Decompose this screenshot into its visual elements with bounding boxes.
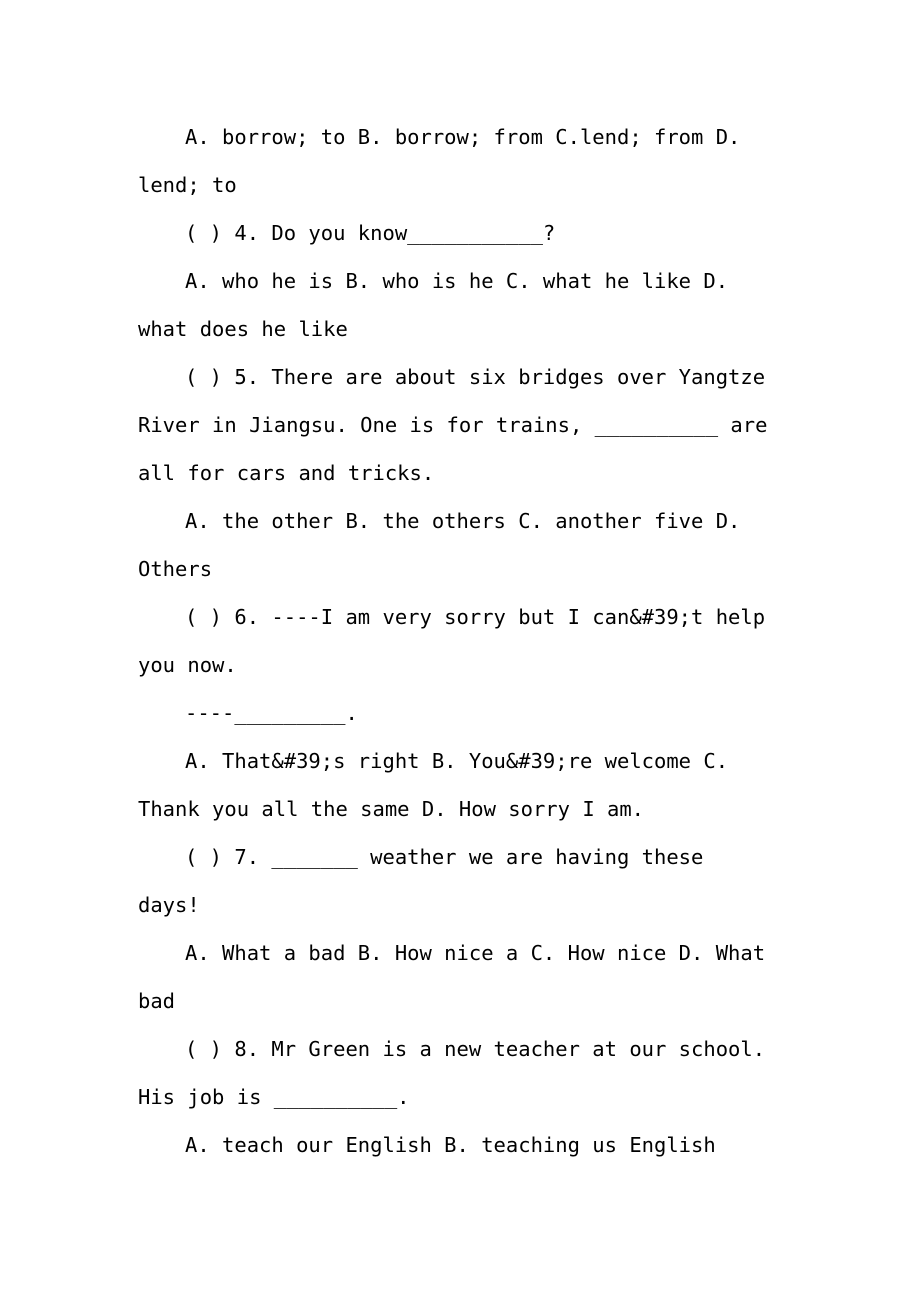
document-line: all for cars and tricks. — [138, 461, 435, 485]
document-line: what does he like — [138, 317, 348, 341]
document-line: ( ) 5. There are about six bridges over Yangtze — [185, 365, 766, 389]
document-line: A. borrow; to B. borrow; from C.lend; from D. — [185, 125, 741, 149]
document-line: lend; to — [138, 173, 237, 197]
document-line: A. teach our English B. teaching us English — [185, 1133, 716, 1157]
document-line: you now. — [138, 653, 237, 677]
document-line: His job is __________. — [138, 1085, 410, 1109]
document-line: ( ) 4. Do you know___________? — [185, 221, 556, 245]
document-line: A. the other B. the others C. another five D. — [185, 509, 741, 533]
document-line: A. who he is B. who is he C. what he like D. — [185, 269, 729, 293]
document-line: A. That&#39;s right B. You&#39;re welcome C. — [185, 749, 729, 773]
document-line: ----_________. — [185, 701, 358, 725]
document-line: ( ) 8. Mr Green is a new teacher at our school. — [185, 1037, 766, 1061]
document-line: ( ) 6. ----I am very sorry but I can&#39;t help — [185, 605, 766, 629]
document-line: days! — [138, 893, 200, 917]
document-line: A. What a bad B. How nice a C. How nice D. What — [185, 941, 766, 965]
document-line: bad — [138, 989, 176, 1013]
document-line: ( ) 7. _______ weather we are having these — [185, 845, 704, 869]
document-line: River in Jiangsu. One is for trains, __________ are — [138, 413, 768, 437]
document-line: Thank you all the same D. How sorry I am. — [138, 797, 645, 821]
document-line: Others — [138, 557, 213, 581]
